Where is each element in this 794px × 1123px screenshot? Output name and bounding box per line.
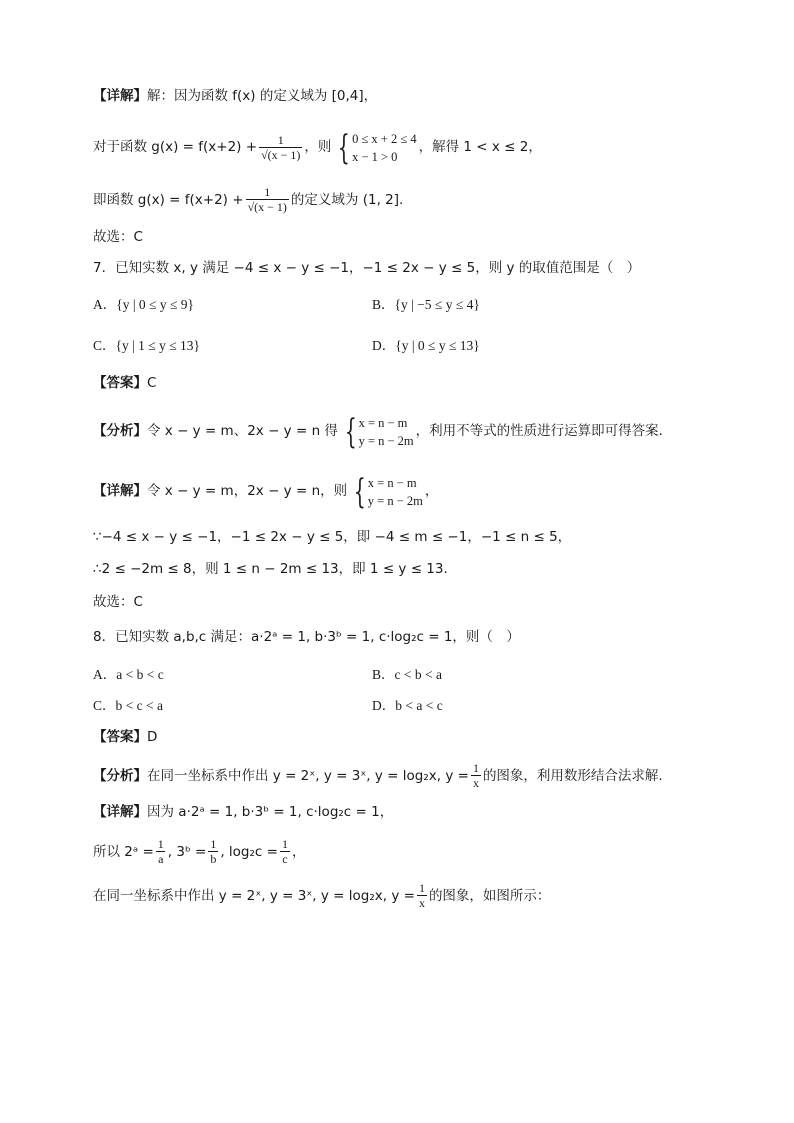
q7-stem: 7．已知实数 x, y 满足 −4 ≤ x − y ≤ −1，−1 ≤ 2x − y ≤ 5，则 y 的取值范围是（ ） [93, 260, 641, 276]
q7-option-d: D．{y | 0 ≤ y ≤ 13} [372, 338, 480, 353]
q7-detail-line: 【详解】 令 x − y = m，2x − y = n，则 { x = n − m y = n − 2m ， [93, 472, 439, 513]
q8-answer-line: 【答案】D [93, 729, 158, 745]
q8-detail-line: 【详解】因为 a·2ᵃ = 1, b·3ᵇ = 1, c·log₂c = 1， [93, 804, 394, 820]
q6-domain-line [93, 128, 542, 169]
fraction: $\frac{1}{a}$ [157, 837, 164, 867]
equation-system: { x = n − m y = n − 2m [353, 472, 423, 513]
q8-option-b: B．c < b < a [372, 667, 442, 682]
q7-because-line: ∵−4 ≤ x − y ≤ −1，−1 ≤ 2x − y ≤ 5，即 −4 ≤ m ≤ −1，−1 ≤ n ≤ 5， [93, 529, 572, 545]
q8-so-line: 所以 2ᵃ = $\frac{1}{a}$ , 3ᵇ = $\frac{1}{b}$ , log₂c = $\frac{1}{c}$ ， [93, 837, 306, 867]
equation-system: { x = n − m y = n − 2m [344, 412, 414, 453]
inequality-system: { 0 ≤ x + 2 ≤ 4 x − 1 > 0 [338, 128, 417, 169]
q8-option-d: D．b < a < c [372, 698, 443, 713]
q8-option-c: C．b < c < a [93, 698, 163, 713]
q7-final-answer: 故选：C [93, 594, 143, 610]
q6-line2-mid: ，则 [304, 139, 332, 156]
q7-answer-line: 【答案】C [93, 375, 157, 391]
fraction: $\frac{1}{c}$ [281, 837, 288, 867]
q8-analysis-line: 【分析】 在同一坐标系中作出 y = 2ˣ, y = 3ˣ, y = log₂x, y = $\frac{1}{x}$ 的图象，利用数形结合法求解. [93, 761, 663, 791]
q6-final-answer: 故选：C [93, 229, 143, 245]
fraction: $\frac{1}{x}$ [472, 761, 479, 791]
q7-option-c: C．{y | 1 ≤ y ≤ 13} [93, 338, 200, 353]
q8-stem: 8．已知实数 a,b,c 满足：a·2ᵃ = 1, b·3ᵇ = 1, c·log₂c = 1，则（ ） [93, 629, 520, 645]
fraction: $\frac{1}{√(x - 1)}$ [247, 185, 287, 215]
q7-option-b: B．{y | −5 ≤ y ≤ 4} [372, 297, 480, 312]
q6-detail-text: 解：因为函数 f(x) 的定义域为 [0,4]， [147, 88, 378, 104]
q7-therefore-line: ∴2 ≤ −2m ≤ 8，则 1 ≤ n − 2m ≤ 13，即 1 ≤ y ≤ 13. [93, 561, 448, 577]
q7-option-a: A．{y | 0 ≤ y ≤ 9} [93, 297, 194, 312]
q7-analysis-line: 【分析】 令 x − y = m、2x − y = n 得 { x = n − m y = n − 2m ，利用不等式的性质进行运算即可得答案． [93, 412, 673, 453]
q6-line2-pre: 对于函数 g(x) = f(x+2) + [93, 139, 258, 156]
q8-option-a: A．a < b < c [93, 667, 164, 682]
q6-conclusion-line: 即函数 g(x) = f(x+2) + $\frac{1}{√(x - 1)}$ 的定义域为 (1, 2]. [93, 185, 404, 215]
fraction: $\frac{1}{b}$ [210, 837, 217, 867]
q6-line2-post: ，解得 1 < x ≤ 2， [418, 139, 542, 156]
q8-graph-intro-line: 在同一坐标系中作出 y = 2ˣ, y = 3ˣ, y = log₂x, y = $\frac{1}{x}$ 的图象，如图所示： [93, 881, 551, 911]
fraction: $\frac{1}{x}$ [418, 881, 425, 911]
q6-detail-line [93, 90, 377, 104]
detail-tag: 【详解】 [93, 88, 147, 104]
fraction: $\frac{1}{√(x - 1)}$ [261, 132, 301, 163]
